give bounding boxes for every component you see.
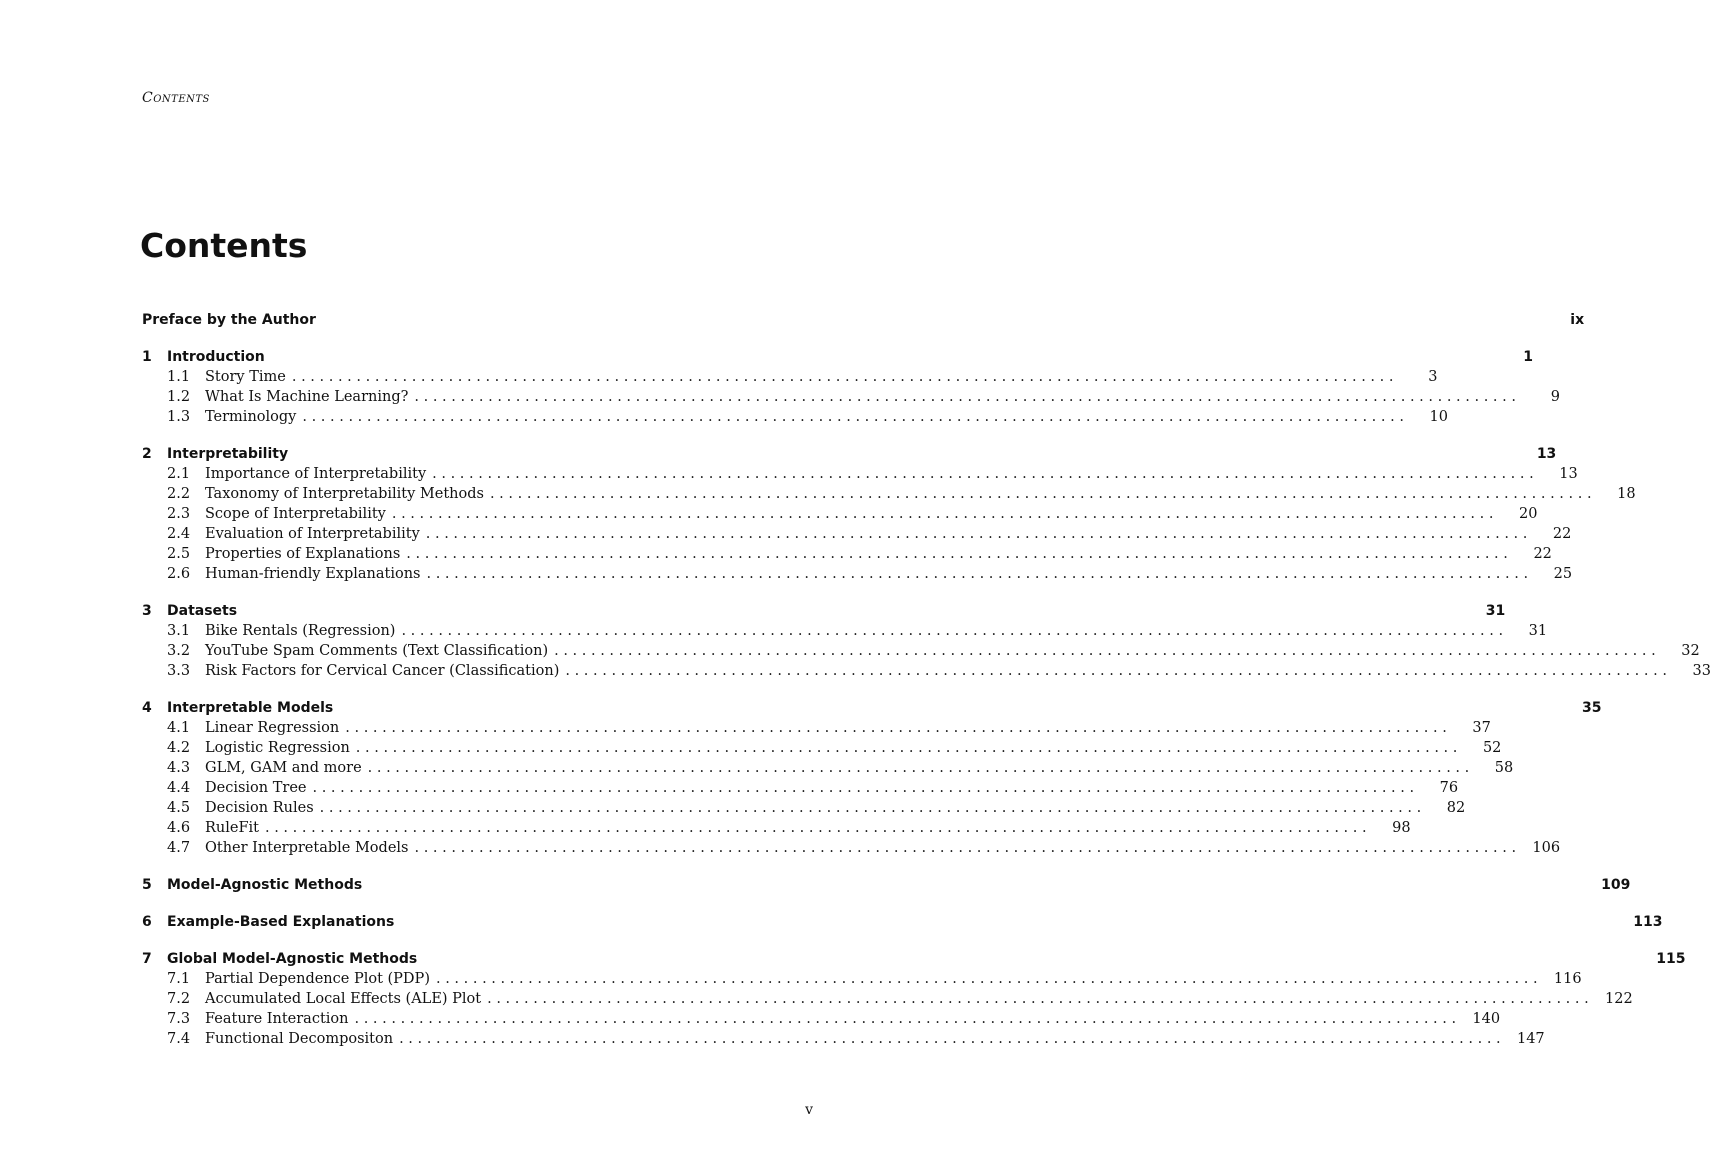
toc-entry-title: Datasets bbox=[167, 603, 238, 619]
toc-chapter-entry[interactable] bbox=[142, 444, 1557, 464]
toc-entry-page: 106 bbox=[1532, 840, 1561, 856]
toc-entry-title: Accumulated Local Effects (ALE) Plot bbox=[205, 991, 482, 1007]
toc-entry-title: Feature Interaction bbox=[205, 1011, 349, 1027]
toc-entry-page: 35 bbox=[1581, 700, 1602, 716]
toc-entry-title: Logistic Regression bbox=[205, 740, 350, 756]
toc-section-entry[interactable] bbox=[142, 798, 1466, 818]
toc-entry-page: 37 bbox=[1472, 720, 1491, 736]
toc-entry-page: 13 bbox=[1559, 466, 1578, 482]
toc-chapter-entry[interactable] bbox=[142, 949, 1686, 969]
toc-entry-number: 3.3 bbox=[167, 663, 191, 679]
toc-entry-number: 4 bbox=[142, 700, 152, 716]
toc-entry-number: 7.3 bbox=[167, 1011, 191, 1027]
toc-entry-number: 5 bbox=[142, 877, 152, 893]
toc-section-entry[interactable] bbox=[142, 818, 1411, 838]
dot-leader: . . . . . . . . . . . . . . . . . . . . . . . . . . . . . . . . . . . . . . . . . . . . . . . . . . . . . . . . . . . . . . . . . . . . . . . . . . . . . . . . . . . . . . . . . . . . . . . . . . . . . . . . . . . . . . . . . . . . . . . . bbox=[312, 780, 1415, 796]
toc-entry-title: Interpretable Models bbox=[167, 700, 334, 716]
toc-entry-title: Other Interpretable Models bbox=[205, 840, 409, 856]
toc-entry-number: 6 bbox=[142, 914, 152, 930]
toc-section-entry[interactable] bbox=[142, 838, 1561, 858]
toc-entry-title: Decision Tree bbox=[205, 780, 307, 796]
toc-entry-number: 1.2 bbox=[167, 389, 191, 405]
toc-entry-title: YouTube Spam Comments (Text Classification) bbox=[205, 643, 549, 659]
toc-entry-title: Partial Dependence Plot (PDP) bbox=[205, 971, 430, 987]
dot-leader: . . . . . . . . . . . . . . . . . . . . . . . . . . . . . . . . . . . . . . . . . . . . . . . . . . . . . . . . . . . . . . . . . . . . . . . . . . . . . . . . . . . . . . . . . . . . . . . . . . . . . . . . . . . . . . . . . . . . . . . . bbox=[367, 760, 1470, 776]
toc-entry-title: Properties of Explanations bbox=[205, 546, 401, 562]
dot-leader: . . . . . . . . . . . . . . . . . . . . . . . . . . . . . . . . . . . . . . . . . . . . . . . . . . . . . . . . . . . . . . . . . . . . . . . . . . . . . . . . . . . . . . . . . . . . . . . . . . . . . . . . . . . . . . . . . . . . . . . . bbox=[406, 546, 1508, 562]
toc-entry-title: Story Time bbox=[205, 369, 286, 385]
toc-entry-page: 31 bbox=[1528, 623, 1548, 639]
toc-chapter-entry[interactable] bbox=[142, 698, 1602, 718]
toc-entry-title: Terminology bbox=[205, 409, 297, 425]
toc-entry-page: 32 bbox=[1681, 643, 1700, 659]
toc-entry-number: 3.1 bbox=[167, 623, 191, 639]
toc-entry-number: 4.4 bbox=[167, 780, 191, 796]
dot-leader: . . . . . . . . . . . . . . . . . . . . . . . . . . . . . . . . . . . . . . . . . . . . . . . . . . . . . . . . . . . . . . . . . . . . . . . . . . . . . . . . . . . . . . . . . . . . . . . . . . . . . . . . . . . . . . . . . . . . . . . . bbox=[432, 466, 1534, 482]
toc-entry-title: What Is Machine Learning? bbox=[205, 389, 409, 405]
toc-entry-number: 3 bbox=[142, 603, 152, 619]
toc-entry-page: 122 bbox=[1605, 991, 1633, 1007]
dot-leader: . . . . . . . . . . . . . . . . . . . . . . . . . . . . . . . . . . . . . . . . . . . . . . . . . . . . . . . . . . . . . . . . . . . . . . . . . . . . . . . . . . . . . . . . . . . . . . . . . . . . . . . . . . . . . . . . . . . . . . . . bbox=[399, 1031, 1501, 1047]
toc-entry-number: 7.1 bbox=[167, 971, 191, 987]
toc-chapter-entry[interactable] bbox=[142, 347, 1533, 367]
toc-section-entry[interactable] bbox=[142, 778, 1459, 798]
dot-leader: . . . . . . . . . . . . . . . . . . . . . . . . . . . . . . . . . . . . . . . . . . . . . . . . . . . . . . . . . . . . . . . . . . . . . . . . . . . . . . . . . . . . . . . . . . . . . . . . . . . . . . . . . . . . . . . . . . . . . . . . bbox=[565, 663, 1667, 679]
toc-entry-number: 4.1 bbox=[167, 720, 191, 736]
toc-entry-page: 1 bbox=[1523, 349, 1533, 365]
toc-entry-title: Scope of Interpretability bbox=[205, 506, 386, 522]
toc-section-entry[interactable] bbox=[142, 641, 1700, 661]
toc-entry-number: 2.5 bbox=[167, 546, 191, 562]
toc-chapter-entry[interactable] bbox=[142, 875, 1631, 895]
toc-entry-number: 1.3 bbox=[167, 409, 191, 425]
toc-entry-page: 140 bbox=[1472, 1011, 1501, 1027]
toc-entry-page: 3 bbox=[1428, 369, 1438, 385]
toc-entry-page: ix bbox=[1570, 312, 1585, 328]
toc-section-entry[interactable] bbox=[142, 407, 1448, 427]
toc-entry-title: Human-friendly Explanations bbox=[205, 566, 421, 582]
toc-entry-title: Linear Regression bbox=[205, 720, 340, 736]
toc-entry-number: 1.1 bbox=[167, 369, 191, 385]
toc-entry-page: 10 bbox=[1429, 409, 1448, 425]
toc-section-entry[interactable] bbox=[142, 718, 1491, 738]
toc-entry-number: 2.3 bbox=[167, 506, 191, 522]
toc-entry-number: 4.6 bbox=[167, 820, 191, 836]
dot-leader: . . . . . . . . . . . . . . . . . . . . . . . . . . . . . . . . . . . . . . . . . . . . . . . . . . . . . . . . . . . . . . . . . . . . . . . . . . . . . . . . . . . . . . . . . . . . . . . . . . . . . . . . . . . . . . . . . . . . . . . . bbox=[425, 526, 1528, 542]
toc-entry-number: 4.2 bbox=[167, 740, 191, 756]
dot-leader: . . . . . . . . . . . . . . . . . . . . . . . . . . . . . . . . . . . . . . . . . . . . . . . . . . . . . . . . . . . . . . . . . . . . . . . . . . . . . . . . . . . . . . . . . . . . . . . . . . . . . . . . . . . . . . . . . . . . . . . . bbox=[489, 486, 1592, 502]
toc-entry-title: RuleFit bbox=[205, 820, 259, 836]
toc-entry-number: 2.1 bbox=[167, 466, 191, 482]
toc-entry-title: Bike Rentals (Regression) bbox=[205, 623, 396, 639]
toc-entry-page: 9 bbox=[1550, 389, 1560, 405]
toc-entry-page: 147 bbox=[1516, 1031, 1545, 1047]
toc-chapter-entry[interactable] bbox=[142, 912, 1663, 932]
toc-entry-number: 2.2 bbox=[167, 486, 191, 502]
toc-entry-page: 115 bbox=[1656, 951, 1686, 967]
toc-section-entry[interactable] bbox=[142, 387, 1560, 407]
toc-section-entry[interactable] bbox=[142, 544, 1552, 564]
toc-entry-title: Evaluation of Interpretability bbox=[205, 526, 420, 542]
dot-leader: . . . . . . . . . . . . . . . . . . . . . . . . . . . . . . . . . . . . . . . . . . . . . . . . . . . . . . . . . . . . . . . . . . . . . . . . . . . . . . . . . . . . . . . . . . . . . . . . . . . . . . . . . . . . . . . . . . . . . . . . bbox=[319, 800, 1422, 816]
dot-leader: . . . . . . . . . . . . . . . . . . . . . . . . . . . . . . . . . . . . . . . . . . . . . . . . . . . . . . . . . . . . . . . . . . . . . . . . . . . . . . . . . . . . . . . . . . . . . . . . . . . . . . . . . . . . . . . . . . . . . . . . bbox=[302, 409, 1404, 425]
toc-entry-page: 58 bbox=[1494, 760, 1514, 776]
toc-entry-number: 2 bbox=[142, 446, 152, 462]
dot-leader: . . . . . . . . . . . . . . . . . . . . . . . . . . . . . . . . . . . . . . . . . . . . . . . . . . . . . . . . . . . . . . . . . . . . . . . . . . . . . . . . . . . . . . . . . . . . . . . . . . . . . . . . . . . . . . . . . . . . . . . . bbox=[265, 820, 1367, 836]
toc-section-entry[interactable] bbox=[142, 504, 1538, 524]
toc-entry-number: 7.2 bbox=[167, 991, 191, 1007]
dot-leader: . . . . . . . . . . . . . . . . . . . . . . . . . . . . . . . . . . . . . . . . . . . . . . . . . . . . . . . . . . . . . . . . . . . . . . . . . . . . . . . . . . . . . . . . . . . . . . . . . . . . . . . . . . . . . . . . . . . . . . . . bbox=[554, 643, 1656, 659]
dot-leader: . . . . . . . . . . . . . . . . . . . . . . . . . . . . . . . . . . . . . . . . . . . . . . . . . . . . . . . . . . . . . . . . . . . . . . . . . . . . . . . . . . . . . . . . . . . . . . . . . . . . . . . . . . . . . . . . . . . . . . . . bbox=[355, 740, 1458, 756]
dot-leader: . . . . . . . . . . . . . . . . . . . . . . . . . . . . . . . . . . . . . . . . . . . . . . . . . . . . . . . . . . . . . . . . . . . . . . . . . . . . . . . . . . . . . . . . . . . . . . . . . . . . . . . . . . . . . . . . . . . . . . . . bbox=[435, 971, 1538, 987]
toc-entry-title: Introduction bbox=[167, 349, 265, 365]
toc-entry-title: Functional Decompositon bbox=[205, 1031, 394, 1047]
toc-entry-title: Model-Agnostic Methods bbox=[167, 877, 363, 893]
dot-leader: . . . . . . . . . . . . . . . . . . . . . . . . . . . . . . . . . . . . . . . . . . . . . . . . . . . . . . . . . . . . . . . . . . . . . . . . . . . . . . . . . . . . . . . . . . . . . . . . . . . . . . . . . . . . . . . . . . . . . . . . bbox=[345, 720, 1447, 736]
toc-entry-title: Decision Rules bbox=[205, 800, 314, 816]
toc-entry-title: Importance of Interpretability bbox=[205, 466, 427, 482]
toc-entry-title: Interpretability bbox=[167, 446, 289, 462]
toc-entry-title: Preface by the Author bbox=[142, 312, 316, 328]
toc-entry-title: Risk Factors for Cervical Cancer (Classification) bbox=[205, 663, 560, 679]
toc-entry-title: Taxonomy of Interpretability Methods bbox=[205, 486, 484, 502]
toc-section-entry[interactable] bbox=[142, 524, 1572, 544]
toc-section-entry[interactable] bbox=[142, 367, 1438, 387]
toc-section-entry[interactable] bbox=[142, 661, 1711, 681]
toc-entry-page: 31 bbox=[1485, 603, 1506, 619]
toc-entry-page: 20 bbox=[1519, 506, 1538, 522]
toc-section-entry[interactable] bbox=[142, 621, 1548, 641]
toc-entry-number: 7 bbox=[142, 951, 152, 967]
toc-entry-page: 82 bbox=[1446, 800, 1466, 816]
dot-leader: . . . . . . . . . . . . . . . . . . . . . . . . . . . . . . . . . . . . . . . . . . . . . . . . . . . . . . . . . . . . . . . . . . . . . . . . . . . . . . . . . . . . . . . . . . . . . . . . . . . . . . . . . . . . . . . . . . . . . . . . bbox=[487, 991, 1589, 1007]
dot-leader: . . . . . . . . . . . . . . . . . . . . . . . . . . . . . . . . . . . . . . . . . . . . . . . . . . . . . . . . . . . . . . . . . . . . . . . . . . . . . . . . . . . . . . . . . . . . . . . . . . . . . . . . . . . . . . . . . . . . . . . . bbox=[291, 369, 1394, 385]
toc-entry-page: 109 bbox=[1601, 877, 1631, 893]
dot-leader: . . . . . . . . . . . . . . . . . . . . . . . . . . . . . . . . . . . . . . . . . . . . . . . . . . . . . . . . . . . . . . . . . . . . . . . . . . . . . . . . . . . . . . . . . . . . . . . . . . . . . . . . . . . . . . . . . . . . . . . . bbox=[401, 623, 1504, 639]
toc-entry-page: 113 bbox=[1633, 914, 1663, 930]
toc-entry-page: 52 bbox=[1482, 740, 1502, 756]
table-of-contents bbox=[142, 310, 1711, 1049]
dot-leader: . . . . . . . . . . . . . . . . . . . . . . . . . . . . . . . . . . . . . . . . . . . . . . . . . . . . . . . . . . . . . . . . . . . . . . . . . . . . . . . . . . . . . . . . . . . . . . . . . . . . . . . . . . . . . . . . . . . . . . . . bbox=[414, 840, 1517, 856]
toc-section-entry[interactable] bbox=[142, 758, 1514, 778]
toc-entry-title: Global Model-Agnostic Methods bbox=[167, 951, 418, 967]
toc-entry-number: 1 bbox=[142, 349, 152, 365]
page-title: Contents bbox=[140, 226, 308, 265]
toc-entry-number: 7.4 bbox=[167, 1031, 191, 1047]
toc-entry-number: 2.4 bbox=[167, 526, 191, 542]
toc-entry-title: Example-Based Explanations bbox=[167, 914, 395, 930]
toc-entry-page: 25 bbox=[1553, 566, 1573, 582]
toc-entry-page: 116 bbox=[1553, 971, 1582, 987]
toc-section-entry[interactable] bbox=[142, 1029, 1545, 1049]
toc-section-entry[interactable] bbox=[142, 738, 1502, 758]
toc-section-entry[interactable] bbox=[142, 464, 1578, 484]
dot-leader: . . . . . . . . . . . . . . . . . . . . . . . . . . . . . . . . . . . . . . . . . . . . . . . . . . . . . . . . . . . . . . . . . . . . . . . . . . . . . . . . . . . . . . . . . . . . . . . . . . . . . . . . . . . . . . . . . . . . . . . . bbox=[354, 1011, 1457, 1027]
toc-entry-page: 33 bbox=[1692, 663, 1711, 679]
dot-leader: . . . . . . . . . . . . . . . . . . . . . . . . . . . . . . . . . . . . . . . . . . . . . . . . . . . . . . . . . . . . . . . . . . . . . . . . . . . . . . . . . . . . . . . . . . . . . . . . . . . . . . . . . . . . . . . . . . . . . . . . bbox=[391, 506, 1494, 522]
toc-entry-page: 76 bbox=[1439, 780, 1459, 796]
toc-section-entry[interactable] bbox=[142, 1009, 1501, 1029]
toc-entry-page: 22 bbox=[1552, 526, 1572, 542]
toc-entry-page: 18 bbox=[1617, 486, 1636, 502]
toc-entry-page: 22 bbox=[1533, 546, 1552, 562]
page-number: v bbox=[805, 1102, 813, 1118]
toc-section-entry[interactable] bbox=[142, 989, 1633, 1009]
toc-entry-number: 4.3 bbox=[167, 760, 191, 776]
toc-section-entry[interactable] bbox=[142, 564, 1573, 584]
toc-entry-title: GLM, GAM and more bbox=[205, 760, 362, 776]
toc-entry-number: 4.5 bbox=[167, 800, 191, 816]
toc-chapter-entry[interactable] bbox=[142, 310, 1585, 330]
toc-entry-number: 3.2 bbox=[167, 643, 191, 659]
dot-leader: . . . . . . . . . . . . . . . . . . . . . . . . . . . . . . . . . . . . . . . . . . . . . . . . . . . . . . . . . . . . . . . . . . . . . . . . . . . . . . . . . . . . . . . . . . . . . . . . . . . . . . . . . . . . . . . . . . . . . . . . bbox=[414, 389, 1516, 405]
toc-section-entry[interactable] bbox=[142, 969, 1582, 989]
toc-section-entry[interactable] bbox=[142, 484, 1636, 504]
toc-entry-number: 2.6 bbox=[167, 566, 191, 582]
toc-entry-page: 98 bbox=[1392, 820, 1411, 836]
toc-chapter-entry[interactable] bbox=[142, 601, 1506, 621]
running-head: Contents bbox=[142, 90, 210, 106]
toc-entry-number: 4.7 bbox=[167, 840, 191, 856]
dot-leader: . . . . . . . . . . . . . . . . . . . . . . . . . . . . . . . . . . . . . . . . . . . . . . . . . . . . . . . . . . . . . . . . . . . . . . . . . . . . . . . . . . . . . . . . . . . . . . . . . . . . . . . . . . . . . . . . . . . . . . . . bbox=[426, 566, 1529, 582]
toc-entry-page: 13 bbox=[1536, 446, 1557, 462]
